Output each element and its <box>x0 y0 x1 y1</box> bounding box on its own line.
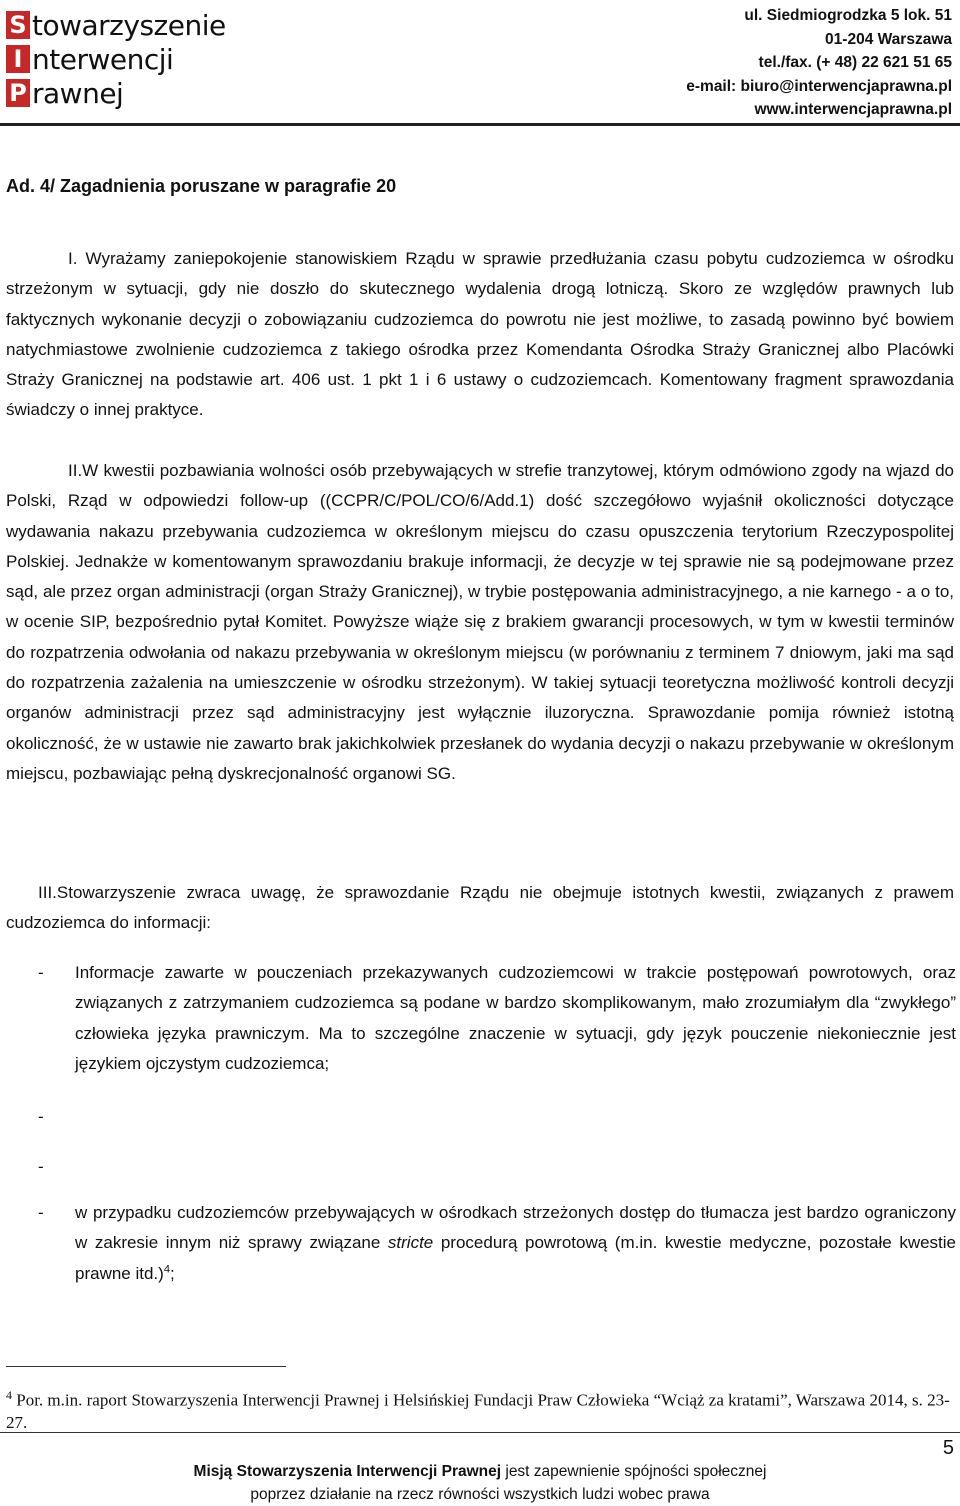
list-dash: - <box>38 963 44 982</box>
logo-letter-i: I <box>6 45 30 73</box>
contact-phone: tel./fax. (+ 48) 22 621 51 65 <box>758 54 952 71</box>
list-dash: - <box>38 1107 44 1126</box>
footnote <box>6 1384 954 1434</box>
page-number: 5 <box>942 1437 954 1459</box>
contact-address: ul. Siedmiogrodzka 5 lok. 51 <box>744 7 952 24</box>
contact-block <box>686 4 952 122</box>
footer-mission-line2: poprzez działanie na rzecz równości wszystkich ludzi wobec prawa <box>250 1486 710 1503</box>
paragraph-3-text: III.Stowarzyszenie zwraca uwagę, że sprawozdanie Rządu nie obejmuje istotnych kwestii, związanych z prawem cudzoziemca do informacji: <box>6 883 954 933</box>
footer-mission <box>0 1460 960 1506</box>
list-item-text: Informacje zawarte w pouczeniach przekazywanych cudzoziemcowi w trakcie postępowań powrotowych, oraz związanych z zatrzymaniem cudzoziemca są podane w bardzo skomplikowanym, mało zrozumiałym dla “zwykłego” człowieka języka prawniczym. Ma to szczególne znaczenie w sytuacji, gdy język pouczenie niekoniecznie jest językiem ojczystym cudzoziemca; <box>75 963 956 1073</box>
header-divider <box>0 123 960 126</box>
logo-word-interwencji: nterwencji <box>32 42 174 76</box>
footnote-text: Por. m.in. raport Stowarzyszenia Interwencji Prawnej i Helsińskiej Fundacji Praw Człowieka “Wciąż za kratami”, Warszawa 2014, s. 23-27. <box>6 1390 950 1432</box>
contact-website[interactable]: www.interwencjaprawna.pl <box>754 101 952 118</box>
logo-word-prawnej: rawnej <box>32 76 124 110</box>
logo-letter-p: P <box>6 79 30 107</box>
footer-divider <box>0 1432 960 1433</box>
organization-logo <box>6 8 246 112</box>
paragraph-1 <box>6 244 954 426</box>
contact-city: 01-204 Warszawa <box>825 30 952 48</box>
footnote-reference[interactable]: 4 <box>163 1262 170 1275</box>
section-heading: Ad. 4/ Zagadnienia poruszane w paragrafie 20 <box>6 176 397 196</box>
contact-email[interactable]: e-mail: biuro@interwencjaprawna.pl <box>686 77 952 95</box>
footer-mission-rest: jest zapewnienie spójności społecznej <box>501 1463 767 1480</box>
paragraph-3 <box>6 878 954 939</box>
list-dash: - <box>38 1203 44 1222</box>
paragraph-2 <box>6 456 954 789</box>
emphasis-stricte: stricte <box>387 1233 434 1253</box>
paragraph-2-text: II.W kwestii pozbawiania wolności osób przebywających w strefie tranzytowej, którym odmówiono zgody na wjazd do Polski, Rząd w odpowiedzi follow-up ((CCPR/C/POL/CO/6/Add.1) dość szczegółowo wyjaśnił okoliczności dotyczące wydawania nakazu przebywania cudzoziemca w określonym miejscu do czasu opuszczenia terytorium Rzeczypospolitej Polskiej. Jednakże w komentowanym sprawozdaniu brakuje informacji, że decyzje w tej sprawie nie są podejmowane przez sąd, ale przez organ administracji (organ Straży Granicznej), w trybie postępowania administracyjnego, a nie karnego - a o to, w ocenie SIP, bezpośrednio pytał Komitet. Powyższe wiąże się z brakiem gwarancji procesowych, w tym w kwestii terminów do rozpatrzenia odwołania od nakazu przebywania w określonym miejscu (w porównaniu z terminem 7 dniowym, jaki ma sąd do rozpatrzenia zażalenia na umieszczenie w ośrodku strzeżonym). W takiej sytuacji teoretyczna możliwość kontroli decyzji organów administracji przez sąd administracyjny jest wyłącznie iluzoryczna. Sprawozdanie pomija również istotną okoliczność, że w ustawie nie zawarto brak jakichkolwiek przesłanek do wydania decyzji o nakazu przebywanie w określonym miejscu, pozbawiając pełną dyskrecjonalność organowi SG. <box>6 461 954 783</box>
list-item-text: w przypadku cudzoziemców przebywających w ośrodkach strzeżonych dostęp do tłumacza jest bardzo ograniczony w zakresie innym niż sprawy związane stricte procedurą powrotową (m.in. kwestie medyczne, pozostałe kwestie prawne itd.)$^4$; <box>75 1203 957 1283</box>
footnote-separator <box>6 1366 286 1367</box>
paragraph-1-text: I. Wyrażamy zaniepokojenie stanowiskiem Rządu w sprawie przedłużania czasu pobytu cudzoziemca w ośrodku strzeżonym w sytuacji, gdy nie doszło do skutecznego wydalenia drogą lotniczą. Skoro ze względów prawnych lub faktycznych wykonanie decyzji o zobowiązaniu cudzoziemca do powrotu nie jest możliwe, to zasadą powinno być bowiem natychmiastowe zwolnienie cudzoziemca z takiego ośrodka przez Komendanta Ośrodka Straży Granicznej albo Placówki Straży Granicznej na podstawie art. 406 ust. 1 pkt 1 i 6 ustawy o cudzoziemcach. Komentowany fragment sprawozdania świadczy o innej praktyce. <box>6 249 954 420</box>
list-dash: - <box>38 1157 44 1176</box>
logo-word-stowarzyszenie: towarzyszenie <box>32 8 226 42</box>
footnote-number: 4 <box>6 1388 12 1402</box>
list-item <box>6 1198 956 1289</box>
logo-letter-s: S <box>6 11 30 39</box>
footer-mission-bold: Misją Stowarzyszenia Interwencji Prawnej <box>193 1463 502 1480</box>
list-item <box>6 958 956 1079</box>
